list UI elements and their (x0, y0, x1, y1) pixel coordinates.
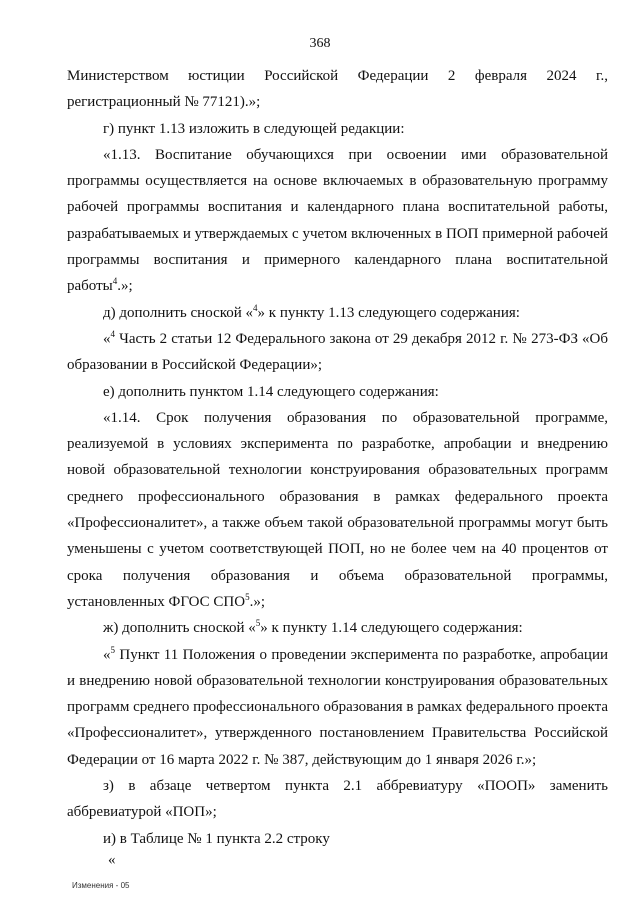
footnote-ref: 5 (255, 618, 261, 629)
paragraph-10: з) в абзаце четвертом пункта 2.1 аббревиатуру «ПООП» заменить аббревиатурой «ПОП»; (67, 778, 608, 821)
paragraph-3: «1.13. Воспитание обучающихся при освоении ими образовательной программы осуществляется на основе включаемых в образовательную программу рабочей программы воспитания и календарного плана воспитательной работы, разрабатываемых и утверждаемых с учетом включенных в ПОП примерной рабочей программы воспитания и примерного календарного плана воспитательной работы$^4$.»; (67, 146, 608, 295)
paragraph-4: д) дополнить сноской «$^4$» к пункту 1.13 следующего содержания: (103, 302, 520, 321)
footnote-ref: 5 (245, 591, 250, 602)
footnote-ref: 4 (112, 276, 118, 287)
paragraph-9: «$^5$ Пункт 11 Положения о проведении эксперимента по разработке, апробации и внедрению новой образовательной технологии конструирования образовательных программ среднего профессионального образования в рамках федерального проекта «Профессионалитет», утвержденного постановлением Правительства Российской Федерации от 16 марта 2022 г. № 387, действующим до 1 января 2026 г.»; (67, 644, 608, 768)
document-body (67, 63, 608, 852)
footer-label: Изменения - 05 (72, 881, 130, 890)
trailing-quote: « (108, 852, 116, 868)
paragraph-2: г) пункт 1.13 изложить в следующей редакции: (103, 120, 405, 137)
page-number: 368 (309, 36, 331, 51)
footnote-ref: 4 (253, 302, 258, 313)
paragraph-5: «$^4$ Часть 2 статьи 12 Федерального закона от 29 декабря 2012 г. № 273-ФЗ «Об образовании в Российской Федерации»; (67, 328, 608, 374)
paragraph-6: е) дополнить пунктом 1.14 следующего содержания: (103, 383, 439, 400)
footnote-ref: 5 (110, 644, 115, 655)
footnote-ref: 4 (110, 328, 115, 339)
paragraph-11: и) в Таблице № 1 пункта 2.2 строку (103, 830, 330, 847)
paragraph-1: Министерством юстиции Российской Федерации 2 февраля 2024 г., регистрационный № 77121).»; (67, 68, 608, 111)
paragraph-8: ж) дополнить сноской «$^5$» к пункту 1.14 следующего содержания: (103, 618, 523, 637)
paragraph-7: «1.14. Срок получения образования по образовательной программе, реализуемой в условиях эксперимента по разработке, апробации и внедрению новой образовательной технологии конструирования образовательных программ среднего профессионального образования в рамках федерального проекта «Профессионалитет», а также объем такой образовательной программы могут быть уменьшены с учетом соответствующей ПОП, но не более чем на 40 процентов от срока получения образования и объема образовательной программы, установленных ФГОС СПО$^5$.»; (67, 409, 608, 610)
